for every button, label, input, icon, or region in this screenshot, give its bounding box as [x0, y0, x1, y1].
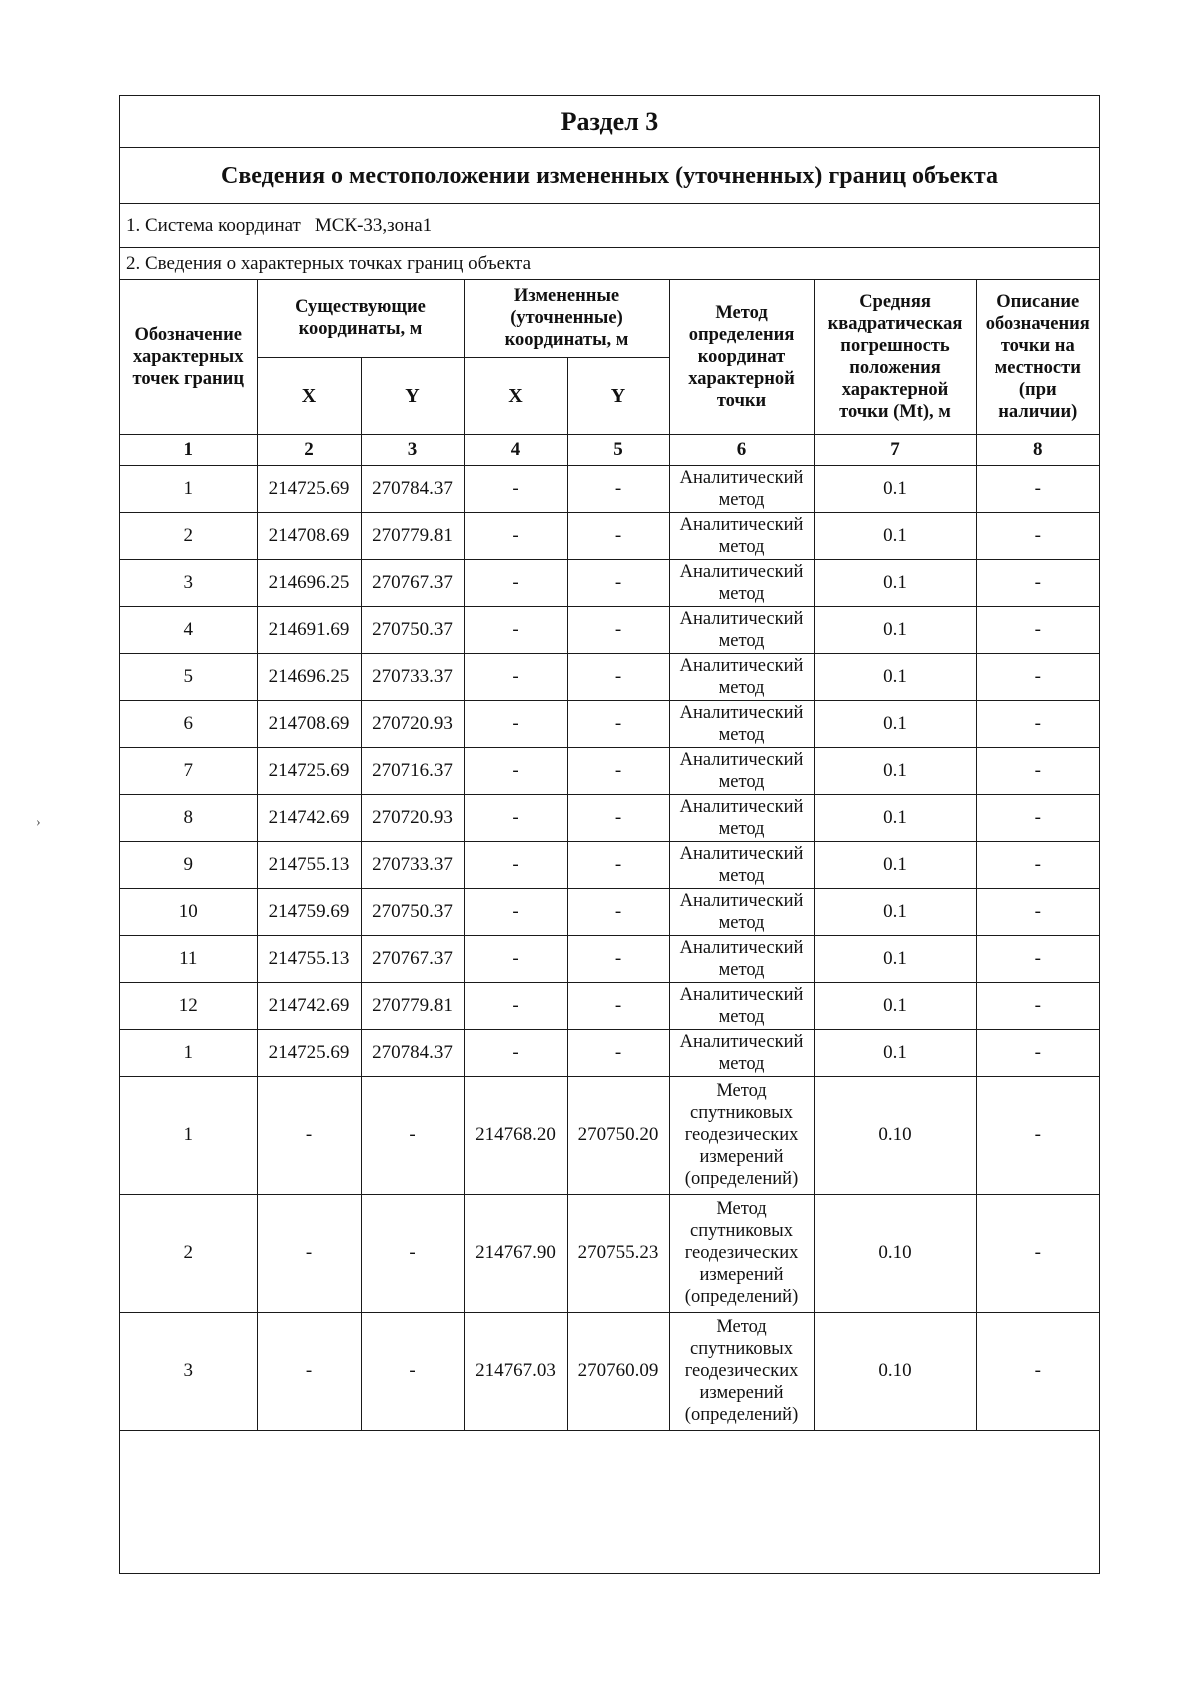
cell-ex-x: 214696.25	[257, 559, 361, 606]
table-row	[120, 606, 1099, 653]
cell-ch-y: -	[567, 841, 669, 888]
cell-error: 0.1	[814, 512, 976, 559]
cell-ex-x: 214725.69	[257, 747, 361, 794]
cell-ch-x: -	[464, 700, 567, 747]
cell-ch-y: -	[567, 935, 669, 982]
cell-error: 0.1	[814, 606, 976, 653]
header-mean-error: Средняя квадратическая погрешность положения характерной точки (Mt), м	[814, 280, 976, 434]
cell-ch-y: -	[567, 1029, 669, 1076]
coord-system-line	[120, 204, 1099, 248]
cell-ex-x: 214708.69	[257, 700, 361, 747]
column-number: 3	[361, 434, 464, 465]
cell-ex-y: -	[361, 1312, 464, 1430]
cell-method: Аналитический метод	[669, 1029, 814, 1076]
cell-ex-x: -	[257, 1194, 361, 1312]
cell-ex-x: 214742.69	[257, 982, 361, 1029]
cell-ch-y: -	[567, 512, 669, 559]
cell-method: Аналитический метод	[669, 512, 814, 559]
table-row	[120, 1076, 1099, 1194]
cell-ex-y: 270767.37	[361, 935, 464, 982]
table-row	[120, 653, 1099, 700]
header-changed-y: Y	[567, 357, 669, 434]
cell-method: Аналитический метод	[669, 700, 814, 747]
cell-point: 1	[120, 465, 257, 512]
cell-ex-x: 214725.69	[257, 1029, 361, 1076]
section-title: Раздел 3	[120, 96, 1099, 148]
cell-error: 0.1	[814, 559, 976, 606]
cell-error: 0.1	[814, 935, 976, 982]
cell-ch-y: -	[567, 794, 669, 841]
cell-method: Аналитический метод	[669, 935, 814, 982]
cell-ch-y: -	[567, 888, 669, 935]
cell-ex-y: 270733.37	[361, 653, 464, 700]
cell-error: 0.1	[814, 465, 976, 512]
cell-desc: -	[976, 888, 1099, 935]
table-row	[120, 982, 1099, 1029]
cell-method: Метод спутниковых геодезических измерений (определений)	[669, 1076, 814, 1194]
cell-ex-x: 214755.13	[257, 935, 361, 982]
table-row	[120, 888, 1099, 935]
cell-ex-y: 270716.37	[361, 747, 464, 794]
cell-ex-x: 214708.69	[257, 512, 361, 559]
cell-desc: -	[976, 1076, 1099, 1194]
scan-speck: ›	[36, 815, 41, 830]
cell-error: 0.1	[814, 653, 976, 700]
cell-method: Аналитический метод	[669, 559, 814, 606]
cell-method: Аналитический метод	[669, 465, 814, 512]
cell-ch-x: -	[464, 512, 567, 559]
column-number: 5	[567, 434, 669, 465]
cell-method: Метод спутниковых геодезических измерений (определений)	[669, 1312, 814, 1430]
cell-ch-x: -	[464, 888, 567, 935]
cell-ex-y: -	[361, 1194, 464, 1312]
column-number: 2	[257, 434, 361, 465]
cell-method: Аналитический метод	[669, 747, 814, 794]
column-number: 4	[464, 434, 567, 465]
cell-method: Аналитический метод	[669, 653, 814, 700]
cell-point: 9	[120, 841, 257, 888]
cell-ex-x: -	[257, 1076, 361, 1194]
cell-point: 1	[120, 1029, 257, 1076]
cell-ch-y: -	[567, 747, 669, 794]
column-number: 1	[120, 434, 257, 465]
cell-method: Аналитический метод	[669, 888, 814, 935]
cell-desc: -	[976, 1029, 1099, 1076]
cell-ex-y: 270720.93	[361, 794, 464, 841]
cell-ch-x: -	[464, 606, 567, 653]
header-point-designation: Обозначение характерных точек границ	[120, 280, 257, 434]
cell-ch-x: -	[464, 559, 567, 606]
table-row	[120, 559, 1099, 606]
cell-ex-x: 214725.69	[257, 465, 361, 512]
cell-ch-y: 270760.09	[567, 1312, 669, 1430]
cell-ex-x: 214696.25	[257, 653, 361, 700]
cell-method: Аналитический метод	[669, 606, 814, 653]
header-changed-coords: Измененные (уточненные) координаты, м	[464, 280, 669, 357]
cell-ex-y: -	[361, 1076, 464, 1194]
column-number-row	[120, 434, 1099, 465]
cell-ex-y: 270784.37	[361, 465, 464, 512]
header-method: Метод определения координат характерной точки	[669, 280, 814, 434]
cell-method: Аналитический метод	[669, 982, 814, 1029]
cell-ex-y: 270779.81	[361, 982, 464, 1029]
cell-ex-x: 214742.69	[257, 794, 361, 841]
cell-desc: -	[976, 512, 1099, 559]
cell-ch-y: -	[567, 606, 669, 653]
cell-point: 2	[120, 1194, 257, 1312]
coord-system-label: 1. Система координат	[126, 215, 301, 236]
cell-ex-x: 214759.69	[257, 888, 361, 935]
table-row	[120, 747, 1099, 794]
points-heading: 2. Сведения о характерных точках границ объекта	[120, 248, 1099, 280]
cell-method: Аналитический метод	[669, 841, 814, 888]
cell-ch-y: 270750.20	[567, 1076, 669, 1194]
cell-desc: -	[976, 606, 1099, 653]
table-row	[120, 465, 1099, 512]
points-table	[120, 280, 1099, 1431]
header-existing-x: X	[257, 357, 361, 434]
cell-desc: -	[976, 1312, 1099, 1430]
cell-ex-x: 214691.69	[257, 606, 361, 653]
cell-ch-x: 214767.03	[464, 1312, 567, 1430]
cell-error: 0.10	[814, 1312, 976, 1430]
table-row	[120, 1312, 1099, 1430]
cell-ch-y: -	[567, 465, 669, 512]
cell-ex-y: 270784.37	[361, 1029, 464, 1076]
column-number: 6	[669, 434, 814, 465]
cell-desc: -	[976, 559, 1099, 606]
cell-ex-y: 270720.93	[361, 700, 464, 747]
cell-ch-x: -	[464, 935, 567, 982]
cell-ch-y: 270755.23	[567, 1194, 669, 1312]
table-row	[120, 935, 1099, 982]
cell-desc: -	[976, 841, 1099, 888]
cell-ch-x: 214767.90	[464, 1194, 567, 1312]
cell-method: Метод спутниковых геодезических измерений (определений)	[669, 1194, 814, 1312]
table-row	[120, 794, 1099, 841]
cell-ch-x: -	[464, 1029, 567, 1076]
cell-desc: -	[976, 700, 1099, 747]
cell-error: 0.10	[814, 1194, 976, 1312]
cell-ch-x: -	[464, 982, 567, 1029]
cell-error: 0.1	[814, 747, 976, 794]
cell-error: 0.1	[814, 888, 976, 935]
cell-ch-x: -	[464, 465, 567, 512]
cell-ex-y: 270733.37	[361, 841, 464, 888]
cell-ch-x: 214768.20	[464, 1076, 567, 1194]
table-row	[120, 1194, 1099, 1312]
cell-point: 3	[120, 1312, 257, 1430]
table-row	[120, 841, 1099, 888]
header-existing-y: Y	[361, 357, 464, 434]
section-sheet	[119, 95, 1100, 1574]
cell-ch-y: -	[567, 982, 669, 1029]
cell-point: 1	[120, 1076, 257, 1194]
cell-ch-x: -	[464, 653, 567, 700]
cell-error: 0.1	[814, 794, 976, 841]
column-number: 7	[814, 434, 976, 465]
cell-desc: -	[976, 653, 1099, 700]
cell-ex-y: 270750.37	[361, 606, 464, 653]
table-row	[120, 700, 1099, 747]
cell-point: 12	[120, 982, 257, 1029]
header-description: Описание обозначения точки на местности (при наличии)	[976, 280, 1099, 434]
cell-ch-x: -	[464, 841, 567, 888]
cell-desc: -	[976, 935, 1099, 982]
cell-desc: -	[976, 465, 1099, 512]
cell-ex-x: 214755.13	[257, 841, 361, 888]
cell-error: 0.10	[814, 1076, 976, 1194]
cell-point: 8	[120, 794, 257, 841]
cell-point: 11	[120, 935, 257, 982]
cell-point: 3	[120, 559, 257, 606]
cell-point: 6	[120, 700, 257, 747]
section-subtitle: Сведения о местоположении измененных (уточненных) границ объекта	[120, 148, 1099, 204]
cell-ex-x: -	[257, 1312, 361, 1430]
cell-point: 7	[120, 747, 257, 794]
cell-ch-y: -	[567, 653, 669, 700]
cell-ch-x: -	[464, 794, 567, 841]
cell-ex-y: 270750.37	[361, 888, 464, 935]
cell-error: 0.1	[814, 982, 976, 1029]
cell-point: 4	[120, 606, 257, 653]
cell-method: Аналитический метод	[669, 794, 814, 841]
table-row	[120, 1029, 1099, 1076]
cell-point: 2	[120, 512, 257, 559]
cell-error: 0.1	[814, 700, 976, 747]
cell-error: 0.1	[814, 841, 976, 888]
header-existing-coords: Существующие координаты, м	[257, 280, 464, 357]
cell-error: 0.1	[814, 1029, 976, 1076]
header-changed-x: X	[464, 357, 567, 434]
cell-ch-y: -	[567, 700, 669, 747]
cell-ex-y: 270767.37	[361, 559, 464, 606]
coord-system-value: МСК-33,зона1	[314, 215, 433, 236]
cell-desc: -	[976, 1194, 1099, 1312]
cell-desc: -	[976, 794, 1099, 841]
cell-ex-y: 270779.81	[361, 512, 464, 559]
cell-point: 10	[120, 888, 257, 935]
cell-ch-x: -	[464, 747, 567, 794]
cell-ch-y: -	[567, 559, 669, 606]
table-row	[120, 512, 1099, 559]
cell-desc: -	[976, 747, 1099, 794]
cell-point: 5	[120, 653, 257, 700]
column-number: 8	[976, 434, 1099, 465]
cell-desc: -	[976, 982, 1099, 1029]
